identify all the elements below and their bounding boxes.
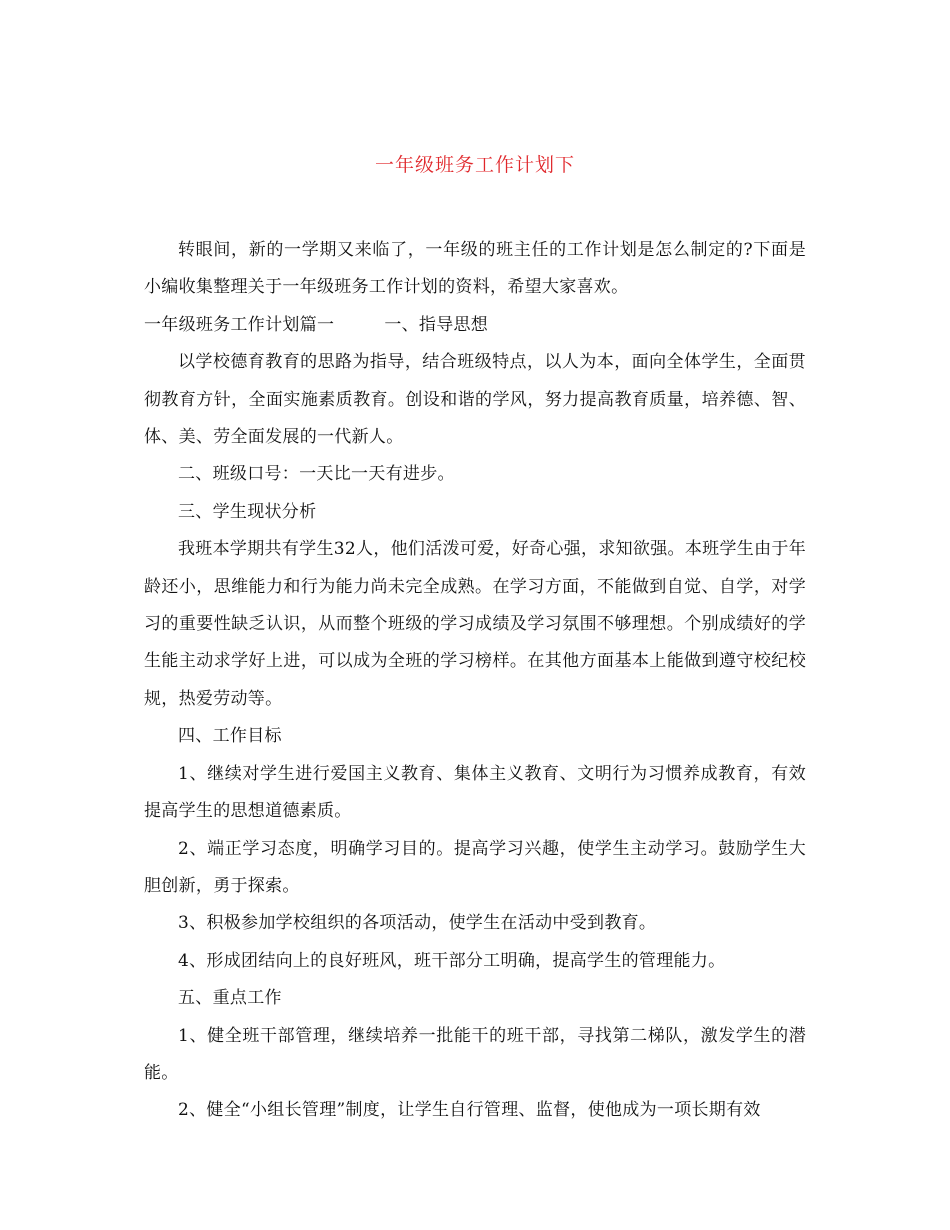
slogan-paragraph: 二、班级口号：一天比一天有进步。 <box>178 464 455 485</box>
goal-item-4: 4、形成团结向上的良好班风，班干部分工明确，提高学生的管理能力。 <box>178 950 726 971</box>
document-title: 一年级班务工作计划下 <box>374 154 575 176</box>
key-work-heading: 五、重点工作 <box>178 988 282 1009</box>
analysis-heading: 三、学生现状分析 <box>178 501 317 522</box>
analysis-paragraph: 我班本学期共有学生32人，他们活泼可爱，好奇心强，求知欲强。本班学生由于年龄还小，思维能力和行为能力尚未完全成熟。在学习方面，不能做到自觉、自学，对学习的重要性缺乏认识，从而整个班级的学习成绩及学习氛围不够理想。个别成绩好的学生能主动求学好上进，可以成为全班的学习榜样。在其他方面基本上能做到遵守校纪校规，热爱劳动等。 <box>144 539 806 709</box>
goal-item-2: 2、端正学习态度，明确学习目的。提高学习兴趣，使学生主动学习。鼓励学生大胆创新，勇于探索。 <box>144 838 806 896</box>
goals-heading: 四、工作目标 <box>178 726 282 747</box>
guiding-heading: 一、指导思想 <box>384 314 489 335</box>
guiding-paragraph: 以学校德育教育的思路为指导，结合班级特点，以人为本，面向全体学生，全面贯彻教育方针，全面实施素质教育。创设和谐的学风，努力提高教育质量，培养德、智、体、美、劳全面发展的一代新人。 <box>144 352 806 448</box>
key-work-item-2: 2、健全“小组长管理”制度，让学生自行管理、监督，使他成为一项长期有效 <box>178 1100 761 1121</box>
goal-item-3: 3、积极参加学校组织的各项活动，使学生在活动中受到教育。 <box>178 913 657 934</box>
section-label: 一年级班务工作计划篇一 <box>144 314 335 335</box>
goal-item-1: 1、继续对学生进行爱国主义教育、集体主义教育、文明行为习惯养成教育，有效提高学生的思想道德素质。 <box>144 763 806 822</box>
key-work-item-1: 1、健全班干部管理，继续培养一批能干的班干部，寻找第二梯队，激发学生的潜能。 <box>144 1025 806 1083</box>
document-body <box>144 232 806 1130</box>
intro-paragraph: 转眼间，新的一学期又来临了，一年级的班主任的工作计划是怎么制定的?下面是小编收集整理关于一年级班务工作计划的资料，希望大家喜欢。 <box>144 240 806 298</box>
section-heading-line <box>144 307 806 344</box>
